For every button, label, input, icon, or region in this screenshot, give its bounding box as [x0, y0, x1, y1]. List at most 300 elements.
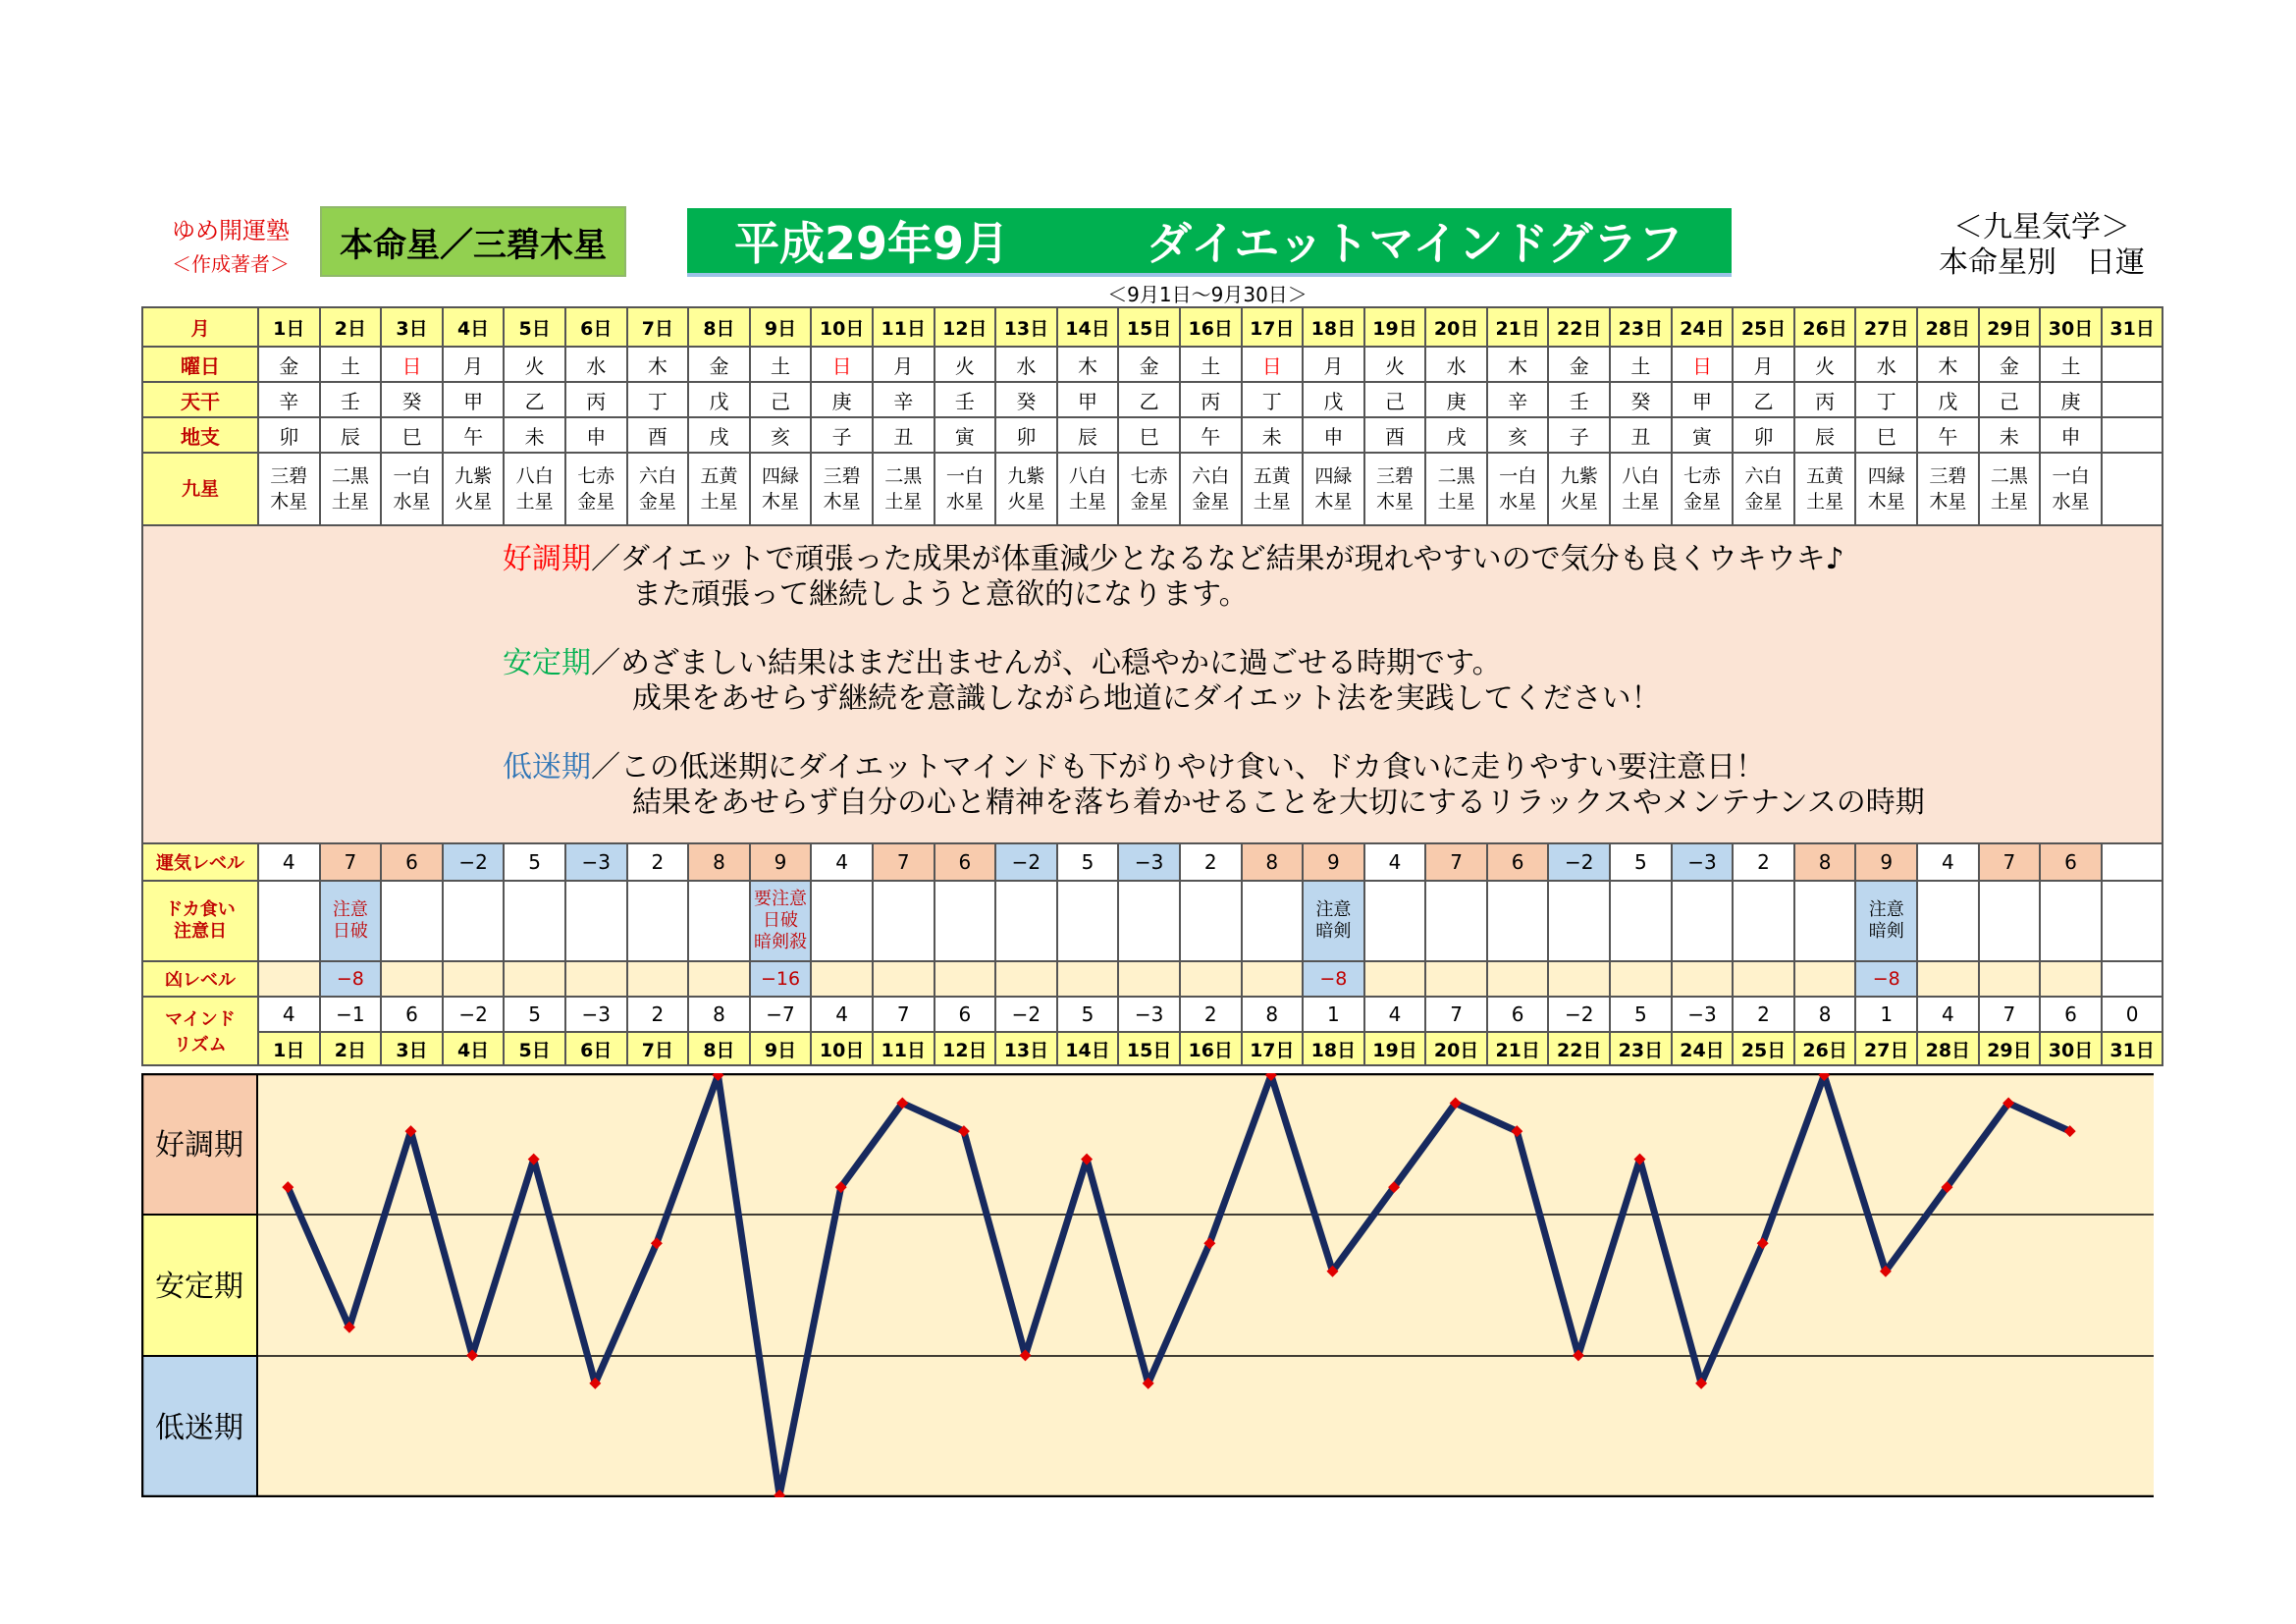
chishi-cell: 申 — [2040, 417, 2102, 453]
system-line1: ＜九星気学＞ — [1953, 210, 2130, 244]
mind-rhythm-cell: 8 — [1242, 997, 1304, 1032]
kyusei-cell: 九紫 火星 — [443, 453, 505, 525]
day-header-cell: 29日 — [1979, 307, 2041, 347]
day-header-cell: 16日 — [1180, 307, 1242, 347]
day-footer-cell: 8日 — [688, 1032, 750, 1065]
binge-warning-cell: 注意 暗剣 — [1855, 881, 1917, 961]
tenkan-cell: 乙 — [504, 382, 565, 417]
binge-warning-cell — [811, 881, 873, 961]
binge-warning-cell — [443, 881, 505, 961]
tenkan-cell: 辛 — [1487, 382, 1549, 417]
weekday-cell: 木 — [1487, 347, 1549, 382]
luck-level-cell: 2 — [627, 843, 689, 881]
day-footer-cell: 5日 — [504, 1032, 565, 1065]
row-weekday — [142, 347, 2163, 382]
binge-warning-cell — [688, 881, 750, 961]
binge-warning-cell — [1487, 881, 1549, 961]
mind-rhythm-cell: 4 — [258, 997, 320, 1032]
period-term: 好調期 — [503, 542, 591, 576]
day-header-cell: 23日 — [1610, 307, 1672, 347]
binge-warning-cell — [1979, 881, 2041, 961]
kyusei-cell — [2102, 453, 2163, 525]
weekday-cell: 金 — [258, 347, 320, 382]
weekday-cell: 火 — [1364, 347, 1426, 382]
day-footer-cell: 10日 — [811, 1032, 873, 1065]
period-text-2: 成果をあせらず継続を意識しながら地道にダイエット法を実践してください！ — [632, 681, 1661, 716]
day-header-cell: 27日 — [1855, 307, 1917, 347]
mind-rhythm-cell: 5 — [1610, 997, 1672, 1032]
row-luck-level — [142, 843, 2163, 881]
bad-level-cell — [688, 961, 750, 997]
tenkan-cell: 庚 — [811, 382, 873, 417]
weekday-cell: 月 — [1303, 347, 1364, 382]
mind-rhythm-cell: 4 — [1917, 997, 1979, 1032]
binge-warning-cell — [934, 881, 996, 961]
mind-rhythm-cell: −2 — [443, 997, 505, 1032]
luck-level-cell: 6 — [1487, 843, 1549, 881]
tenkan-cell: 辛 — [873, 382, 934, 417]
day-footer-cell: 18日 — [1303, 1032, 1364, 1065]
mind-rhythm-cell: 8 — [1794, 997, 1856, 1032]
bad-level-cell — [1364, 961, 1426, 997]
kyusei-cell: 六白 金星 — [1733, 453, 1794, 525]
day-footer-cell: 3日 — [381, 1032, 443, 1065]
mind-rhythm-cell: −3 — [1118, 997, 1180, 1032]
tenkan-cell: 戊 — [1917, 382, 1979, 417]
tenkan-cell: 丁 — [627, 382, 689, 417]
weekday-cell: 土 — [1610, 347, 1672, 382]
day-header-cell: 14日 — [1057, 307, 1119, 347]
luck-level-cell: 4 — [1364, 843, 1426, 881]
kyusei-cell: 一白 水星 — [934, 453, 996, 525]
period-text: ／めざましい結果はまだ出ませんが、心穏やかに過ごせる時期です。 — [591, 646, 1502, 680]
luck-level-cell: 7 — [1979, 843, 2041, 881]
chishi-cell: 子 — [1548, 417, 1610, 453]
period-text: ／ダイエットで頑張った成果が体重減少となるなど結果が現れやすいので気分も良くウキウキ♪ — [591, 542, 1844, 576]
mind-rhythm-cell: 2 — [627, 997, 689, 1032]
weekday-cell: 月 — [443, 347, 505, 382]
plot-area — [257, 1073, 2154, 1497]
period-text: ／この低迷期にダイエットマインドも下がりやけ食い、ドカ食いに走りやすい要注意日！ — [591, 750, 1766, 785]
weekday-cell: 日 — [811, 347, 873, 382]
chishi-cell: 申 — [565, 417, 627, 453]
kyusei-cell: 四緑 木星 — [1303, 453, 1364, 525]
binge-warning-cell — [873, 881, 934, 961]
kyusei-cell: 八白 土星 — [1057, 453, 1119, 525]
mind-rhythm-cell: −7 — [750, 997, 812, 1032]
binge-warning-cell — [504, 881, 565, 961]
weekday-cell: 金 — [1548, 347, 1610, 382]
binge-warning-cell — [565, 881, 627, 961]
chishi-cell: 酉 — [1364, 417, 1426, 453]
kyusei-cell: 四緑 木星 — [750, 453, 812, 525]
row-mind-rhythm — [142, 997, 2163, 1032]
kyusei-cell: 三碧 木星 — [1917, 453, 1979, 525]
weekday-cell: 土 — [1180, 347, 1242, 382]
mind-rhythm-cell: 6 — [381, 997, 443, 1032]
bad-level-cell — [2040, 961, 2102, 997]
weekday-cell: 木 — [627, 347, 689, 382]
day-footer-cell: 13日 — [995, 1032, 1057, 1065]
mind-rhythm-cell: −2 — [995, 997, 1057, 1032]
mind-rhythm-cell: −3 — [565, 997, 627, 1032]
kyusei-cell: 三碧 木星 — [1364, 453, 1426, 525]
kyusei-cell: 二黒 土星 — [1425, 453, 1487, 525]
day-footer-cell: 9日 — [750, 1032, 812, 1065]
kyusei-cell: 七赤 金星 — [565, 453, 627, 525]
day-footer-cell: 23日 — [1610, 1032, 1672, 1065]
weekday-cell: 日 — [1242, 347, 1304, 382]
chishi-cell: 卯 — [258, 417, 320, 453]
binge-warning-cell — [1548, 881, 1610, 961]
day-header-cell: 1日 — [258, 307, 320, 347]
label-chishi: 地支 — [142, 417, 258, 453]
title-main: ダイエットマインドグラフ — [1147, 217, 1683, 270]
kyusei-cell: 二黒 土星 — [1979, 453, 2041, 525]
mind-graph-svg — [141, 1073, 2154, 1497]
luck-level-cell: −2 — [1548, 843, 1610, 881]
binge-warning-cell — [1057, 881, 1119, 961]
bad-level-cell — [1548, 961, 1610, 997]
bad-level-cell — [1733, 961, 1794, 997]
mind-rhythm-cell: 1 — [1855, 997, 1917, 1032]
chishi-cell: 辰 — [320, 417, 382, 453]
luck-level-cell: 5 — [1610, 843, 1672, 881]
luck-level-cell — [2102, 843, 2163, 881]
weekday-cell: 土 — [320, 347, 382, 382]
kyusei-cell: 五黄 土星 — [1794, 453, 1856, 525]
day-header-cell: 13日 — [995, 307, 1057, 347]
label-tenkan: 天干 — [142, 382, 258, 417]
chishi-cell: 寅 — [1672, 417, 1734, 453]
tenkan-cell: 丁 — [1855, 382, 1917, 417]
day-footer-cell: 4日 — [443, 1032, 505, 1065]
day-footer-cell: 25日 — [1733, 1032, 1794, 1065]
weekday-cell: 金 — [1118, 347, 1180, 382]
chishi-cell: 午 — [443, 417, 505, 453]
kyusei-cell: 七赤 金星 — [1118, 453, 1180, 525]
kyusei-cell: 一白 水星 — [2040, 453, 2102, 525]
bad-level-cell — [1118, 961, 1180, 997]
tenkan-cell: 甲 — [443, 382, 505, 417]
kyusei-cell: 三碧 木星 — [258, 453, 320, 525]
binge-warning-cell — [1917, 881, 1979, 961]
kyusei-cell: 五黄 土星 — [1242, 453, 1304, 525]
weekday-cell: 土 — [750, 347, 812, 382]
bad-level-cell — [258, 961, 320, 997]
mind-rhythm-cell: 1 — [1303, 997, 1364, 1032]
row-bad-level — [142, 961, 2163, 997]
bad-level-cell — [1794, 961, 1856, 997]
binge-warning-cell — [1794, 881, 1856, 961]
day-header-cell: 30日 — [2040, 307, 2102, 347]
brand — [147, 214, 314, 281]
day-header-cell: 26日 — [1794, 307, 1856, 347]
description-panel — [142, 525, 2163, 843]
weekday-cell: 日 — [1672, 347, 1734, 382]
tenkan-cell: 乙 — [1733, 382, 1794, 417]
bad-level-cell — [504, 961, 565, 997]
bad-level-cell: −8 — [1855, 961, 1917, 997]
day-footer-cell: 21日 — [1487, 1032, 1549, 1065]
weekday-cell: 水 — [1425, 347, 1487, 382]
chishi-cell: 卯 — [995, 417, 1057, 453]
tenkan-cell: 己 — [1364, 382, 1426, 417]
bad-level-cell — [1180, 961, 1242, 997]
day-footer-cell: 1日 — [258, 1032, 320, 1065]
tenkan-cell: 癸 — [995, 382, 1057, 417]
tenkan-cell: 己 — [750, 382, 812, 417]
band-label: 低迷期 — [155, 1411, 243, 1445]
day-header-cell: 6日 — [565, 307, 627, 347]
tenkan-cell: 丁 — [1242, 382, 1304, 417]
mind-rhythm-cell: −1 — [320, 997, 382, 1032]
luck-level-cell: 4 — [258, 843, 320, 881]
row-days-header — [142, 307, 2163, 347]
day-header-cell: 2日 — [320, 307, 382, 347]
tenkan-cell: 癸 — [1610, 382, 1672, 417]
mind-graph — [141, 1073, 2154, 1501]
luck-level-cell: 8 — [1794, 843, 1856, 881]
binge-warning-cell — [1733, 881, 1794, 961]
kyusei-cell: 四緑 木星 — [1855, 453, 1917, 525]
day-header-cell: 4日 — [443, 307, 505, 347]
day-footer-cell: 16日 — [1180, 1032, 1242, 1065]
kyusei-cell: 九紫 火星 — [995, 453, 1057, 525]
description-line — [503, 646, 1502, 681]
luck-level-cell: 4 — [811, 843, 873, 881]
tenkan-cell: 丙 — [1180, 382, 1242, 417]
binge-warning-cell — [1364, 881, 1426, 961]
luck-level-cell: −2 — [995, 843, 1057, 881]
day-footer-cell: 26日 — [1794, 1032, 1856, 1065]
luck-level-cell: 2 — [1180, 843, 1242, 881]
period-text-2: また頑張って継続しようと意欲的になります。 — [632, 577, 1249, 612]
day-footer-cell: 27日 — [1855, 1032, 1917, 1065]
band-label: 好調期 — [155, 1128, 243, 1163]
day-footer-cell: 12日 — [934, 1032, 996, 1065]
tenkan-cell: 庚 — [2040, 382, 2102, 417]
description-line — [503, 750, 1765, 785]
brand-sub: ＜作成著者＞ — [172, 252, 290, 276]
kyusei-cell: 九紫 火星 — [1548, 453, 1610, 525]
chishi-cell: 卯 — [1733, 417, 1794, 453]
binge-warning-cell: 注意 日破 — [320, 881, 382, 961]
description-line — [503, 542, 1844, 577]
mind-rhythm-cell: 6 — [2040, 997, 2102, 1032]
mind-rhythm-cell: 5 — [504, 997, 565, 1032]
day-header-cell: 20日 — [1425, 307, 1487, 347]
weekday-cell — [2102, 347, 2163, 382]
bad-level-cell — [995, 961, 1057, 997]
tenkan-cell: 庚 — [1425, 382, 1487, 417]
day-header-cell: 12日 — [934, 307, 996, 347]
mind-rhythm-cell: 7 — [873, 997, 934, 1032]
luck-level-cell: −3 — [1672, 843, 1734, 881]
mind-rhythm-cell: −3 — [1672, 997, 1734, 1032]
tenkan-cell: 癸 — [381, 382, 443, 417]
day-header-cell: 8日 — [688, 307, 750, 347]
binge-warning-cell: 要注意 日破 暗剣殺 — [750, 881, 812, 961]
title-period: 平成29年9月 — [734, 217, 1010, 270]
bad-level-cell: −8 — [1303, 961, 1364, 997]
tenkan-cell: 壬 — [1548, 382, 1610, 417]
binge-warning-cell — [2102, 881, 2163, 961]
day-header-cell: 9日 — [750, 307, 812, 347]
tenkan-cell: 己 — [1979, 382, 2041, 417]
luck-level-cell: 8 — [688, 843, 750, 881]
day-footer-cell: 15日 — [1118, 1032, 1180, 1065]
row-tenkan — [142, 382, 2163, 417]
day-header-cell: 10日 — [811, 307, 873, 347]
chishi-cell: 申 — [1303, 417, 1364, 453]
weekday-cell: 水 — [1855, 347, 1917, 382]
luck-level-cell: 7 — [1425, 843, 1487, 881]
mind-rhythm-cell: 2 — [1733, 997, 1794, 1032]
band-label: 安定期 — [155, 1270, 243, 1304]
label-kyusei: 九星 — [142, 453, 258, 525]
day-header-cell: 24日 — [1672, 307, 1734, 347]
bad-level-cell — [1057, 961, 1119, 997]
weekday-cell: 月 — [1733, 347, 1794, 382]
honmei-star-label: 本命星／三碧木星 — [320, 206, 626, 277]
weekday-cell: 水 — [565, 347, 627, 382]
weekday-cell: 金 — [688, 347, 750, 382]
chishi-cell: 亥 — [750, 417, 812, 453]
bad-level-cell — [1242, 961, 1304, 997]
mind-rhythm-cell: 6 — [1487, 997, 1549, 1032]
binge-warning-cell — [1118, 881, 1180, 961]
mind-rhythm-cell: 7 — [1425, 997, 1487, 1032]
period-text-2: 結果をあせらず自分の心と精神を落ち着かせることを大切にするリラックスやメンテナンスの時期 — [632, 785, 1925, 820]
tenkan-cell: 戊 — [688, 382, 750, 417]
bad-level-cell — [1610, 961, 1672, 997]
row-kyusei — [142, 453, 2163, 525]
bad-level-cell — [873, 961, 934, 997]
binge-warning-cell — [2040, 881, 2102, 961]
chishi-cell: 未 — [1242, 417, 1304, 453]
luck-level-cell: 5 — [504, 843, 565, 881]
bad-level-cell — [1487, 961, 1549, 997]
day-header-cell: 18日 — [1303, 307, 1364, 347]
mind-rhythm-cell: −2 — [1548, 997, 1610, 1032]
luck-level-cell: 9 — [1303, 843, 1364, 881]
luck-level-cell: 7 — [320, 843, 382, 881]
kyusei-cell: 五黄 土星 — [688, 453, 750, 525]
chishi-cell: 戌 — [688, 417, 750, 453]
chishi-cell: 未 — [1979, 417, 2041, 453]
day-header-cell: 5日 — [504, 307, 565, 347]
kyusei-cell: 一白 水星 — [1487, 453, 1549, 525]
luck-level-cell: −3 — [565, 843, 627, 881]
kyusei-cell: 六白 金星 — [1180, 453, 1242, 525]
day-footer-cell: 19日 — [1364, 1032, 1426, 1065]
tenkan-cell: 甲 — [1057, 382, 1119, 417]
mind-rhythm-cell: 4 — [811, 997, 873, 1032]
row-days-footer — [142, 1032, 2163, 1065]
weekday-cell: 木 — [1917, 347, 1979, 382]
day-header-cell: 3日 — [381, 307, 443, 347]
kyusei-cell: 一白 水星 — [381, 453, 443, 525]
chishi-cell: 辰 — [1794, 417, 1856, 453]
label-weekday: 曜日 — [142, 347, 258, 382]
day-footer-cell: 30日 — [2040, 1032, 2102, 1065]
tenkan-cell: 戊 — [1303, 382, 1364, 417]
row-binge-warning — [142, 881, 2163, 961]
weekday-cell: 木 — [1057, 347, 1119, 382]
chishi-cell: 未 — [504, 417, 565, 453]
day-footer-cell: 6日 — [565, 1032, 627, 1065]
day-footer-cell: 22日 — [1548, 1032, 1610, 1065]
row-chishi — [142, 417, 2163, 453]
kyusei-cell: 三碧 木星 — [811, 453, 873, 525]
label-binge-warning: ドカ食い 注意日 — [142, 881, 258, 961]
luck-level-cell: −2 — [443, 843, 505, 881]
binge-warning-cell — [1242, 881, 1304, 961]
day-footer-cell: 7日 — [627, 1032, 689, 1065]
chishi-cell: 丑 — [873, 417, 934, 453]
tenkan-cell: 乙 — [1118, 382, 1180, 417]
day-header-cell: 17日 — [1242, 307, 1304, 347]
chishi-cell: 辰 — [1057, 417, 1119, 453]
bad-level-cell — [1425, 961, 1487, 997]
luck-level-cell: 7 — [873, 843, 934, 881]
row-description — [142, 525, 2163, 843]
weekday-cell: 火 — [1794, 347, 1856, 382]
day-header-cell: 19日 — [1364, 307, 1426, 347]
luck-level-cell: 6 — [381, 843, 443, 881]
binge-warning-cell — [1425, 881, 1487, 961]
tenkan-cell: 壬 — [320, 382, 382, 417]
chishi-cell: 午 — [1917, 417, 1979, 453]
bad-level-cell — [381, 961, 443, 997]
chishi-cell: 丑 — [1610, 417, 1672, 453]
binge-warning-cell — [627, 881, 689, 961]
bad-level-cell: −16 — [750, 961, 812, 997]
day-footer-cell: 28日 — [1917, 1032, 1979, 1065]
tenkan-cell: 壬 — [934, 382, 996, 417]
chishi-cell: 酉 — [627, 417, 689, 453]
label-month: 月 — [142, 307, 258, 347]
luck-level-cell: 4 — [1917, 843, 1979, 881]
day-footer-cell: 20日 — [1425, 1032, 1487, 1065]
day-footer-cell: 24日 — [1672, 1032, 1734, 1065]
calendar-table — [141, 306, 2163, 1066]
luck-level-cell: −3 — [1118, 843, 1180, 881]
period-term: 安定期 — [503, 646, 591, 680]
luck-level-cell: 9 — [1855, 843, 1917, 881]
bad-level-cell — [1917, 961, 1979, 997]
day-header-cell: 15日 — [1118, 307, 1180, 347]
weekday-cell: 火 — [504, 347, 565, 382]
weekday-cell: 水 — [995, 347, 1057, 382]
kyusei-cell: 七赤 金星 — [1672, 453, 1734, 525]
day-footer-cell: 17日 — [1242, 1032, 1304, 1065]
bad-level-cell: −8 — [320, 961, 382, 997]
kyusei-cell: 八白 土星 — [504, 453, 565, 525]
day-header-cell: 31日 — [2102, 307, 2163, 347]
luck-level-cell: 5 — [1057, 843, 1119, 881]
kyusei-cell: 二黒 土星 — [873, 453, 934, 525]
tenkan-cell: 甲 — [1672, 382, 1734, 417]
weekday-cell: 日 — [381, 347, 443, 382]
weekday-cell: 金 — [1979, 347, 2041, 382]
weekday-cell: 火 — [934, 347, 996, 382]
day-header-cell: 28日 — [1917, 307, 1979, 347]
tenkan-cell — [2102, 382, 2163, 417]
bad-level-cell — [2102, 961, 2163, 997]
chishi-cell: 亥 — [1487, 417, 1549, 453]
